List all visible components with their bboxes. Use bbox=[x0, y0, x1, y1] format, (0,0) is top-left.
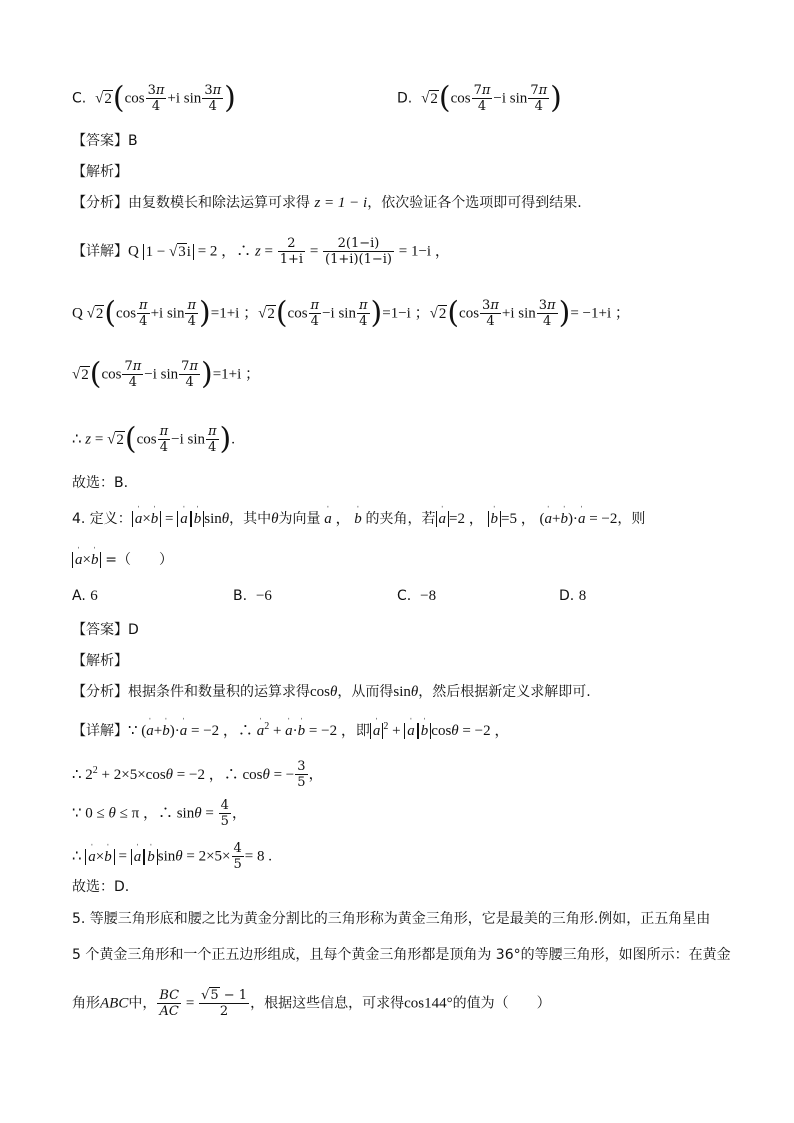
q4-option-a: A. 6 bbox=[72, 588, 98, 604]
q3-conclusion: 故选：B. bbox=[72, 475, 129, 491]
q4-stem-line2: ˈ a×ˈ b =（ ） bbox=[72, 550, 173, 570]
q3-option-d: D. √2(cos $\frac{7\pi}{4}$ −i sin $\frac{7\pi}{4}$ ) bbox=[397, 80, 562, 116]
q4-xiangjie-line1: 【详解】∵ (ˈ a+ˈ b)·ˈ a = −2 ，∴ ˈ $a^2$ + ˈ a·ˈ b = −2 ，即ˈ a $^2$ + ˈ aˈ b cosθ = −2 ， bbox=[72, 717, 509, 741]
q4-xiangjie-line2: ∴ $2^2 + 2\times 5\times\cos\theta = -2$ ，∴ cosθ = − $\frac{3}{5}$ ， bbox=[72, 759, 324, 790]
q4-answer: 【答案】D bbox=[72, 622, 139, 638]
q4-stem-line1: 4. 定义：ˈ a×ˈ b = ˈ aˈ b sinθ，其中θ为向量 ˈ a ， ˈ b 的夹角，若ˈ a =2 ， ˈ b =5 ， (ˈ a+ˈ b)·ˈ a = −2，则 bbox=[72, 509, 645, 529]
q4-xiangjie-line3: ∵ 0 ≤ θ ≤ π ，∴ sinθ = $\frac{4}{5}$ ， bbox=[72, 798, 247, 829]
q4-option-c: C. −8 bbox=[397, 588, 437, 604]
q4-xiangjie-line4: ∴ ˈ a×ˈ b = ˈ aˈ b sinθ = 2×5× $\frac{4}{5}$ = 8 . bbox=[72, 841, 272, 872]
q3-fenxi: 【分析】由复数模长和除法运算可求得 z = 1 − i，依次验证各个选项即可得到结果. bbox=[72, 195, 582, 211]
q3-option-c: C. √2(cos $\frac{3\pi}{4}$ +i sin $\frac{3\pi}{4}$ ) bbox=[72, 80, 236, 116]
q4-option-d: D. 8 bbox=[559, 588, 587, 604]
q5-stem-line1: 5. 等腰三角形底和腰之比为黄金分割比的三角形称为黄金三角形，它是最美的三角形.例如，正五角星由 bbox=[72, 911, 711, 927]
q5-stem-line3: 角形ABC中， $\frac{BC}{AC}$ = $\frac{√5 - 1}{2}$ ，根据这些信息，可求得cos144°的值为（ ） bbox=[72, 988, 551, 1019]
q3-xiangjie-line3: √2(cos $\frac{7\pi}{4}$ −i sin $\frac{7\pi}{4}$ )=1+i ； bbox=[72, 356, 261, 392]
q4-fenxi: 【分析】根据条件和数量积的运算求得cosθ，从而得sinθ，然后根据新定义求解即可. bbox=[72, 684, 591, 700]
q4-conclusion: 故选：D. bbox=[72, 879, 130, 895]
q4-jiexi: 【解析】 bbox=[72, 653, 128, 669]
q3-answer: 【答案】B bbox=[72, 133, 138, 149]
q3-xiangjie-line1: 【详解】Q 1 − √3i = 2 ，∴ z = $\frac{2}{1+i}$ = $\frac{2(1-i)}{(1+i)(1-i)}$ = 1−i ， bbox=[72, 236, 450, 267]
q4-option-b: B. −6 bbox=[233, 588, 272, 604]
q3-xiangjie-line2: Q √2(cos $\frac{\pi}{4}$ +i sin $\frac{\pi}{4}$ )=1+i ；√2(cos $\frac{\pi}{4}$ −i sin $\frac{\pi}{4}$ )=1−i ；√2(cos $\frac{3\pi}{4}$ +i sin $\frac{3\pi}{4}$ )= −1+i ； bbox=[72, 295, 630, 331]
q3-xiangjie-line4: ∴ z = √2(cos $\frac{\pi}{4}$ −i sin $\frac{\pi}{4}$ ). bbox=[72, 421, 236, 457]
q3-jiexi: 【解析】 bbox=[72, 164, 128, 180]
q5-stem-line2: 5 个黄金三角形和一个正五边形组成，且每个黄金三角形都是顶角为 36°的等腰三角形，如图所示：在黄金 bbox=[72, 947, 731, 963]
